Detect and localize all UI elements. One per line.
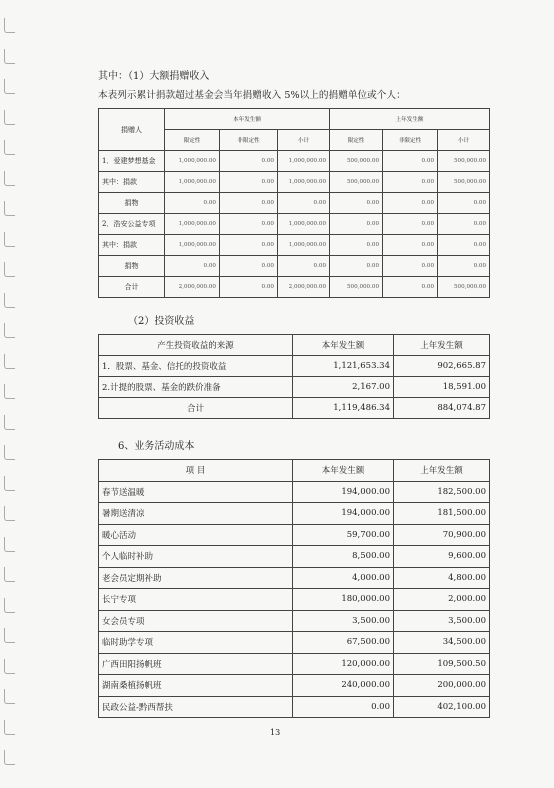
table-row bbox=[99, 481, 490, 503]
cost-item: 临时助学专项 bbox=[99, 632, 293, 654]
donation-value: 0.00 bbox=[383, 193, 438, 214]
table-row bbox=[99, 398, 490, 419]
current-year-header: 本年发生额 bbox=[165, 109, 330, 130]
cost-item: 女会员专项 bbox=[99, 610, 293, 632]
donation-value: 0.00 bbox=[220, 277, 278, 298]
cost-item: 广西田阳扬帆班 bbox=[99, 653, 293, 675]
donation-value: 2,000,000.00 bbox=[278, 277, 330, 298]
table-row bbox=[99, 610, 490, 632]
binder-hole bbox=[4, 445, 15, 460]
donor-label: 捐物 bbox=[99, 193, 165, 214]
binder-hole bbox=[4, 628, 15, 643]
binder-hole bbox=[4, 232, 15, 247]
investment-source: 2.计提的股票、基金的跌价准备 bbox=[99, 377, 293, 398]
cost-item: 老会员定期补助 bbox=[99, 567, 293, 589]
donation-value: 0.00 bbox=[383, 151, 438, 172]
donation-value: 0.00 bbox=[330, 193, 383, 214]
donation-value: 0.00 bbox=[220, 256, 278, 277]
table-row bbox=[99, 193, 490, 214]
cost-prior: 70,900.00 bbox=[394, 524, 490, 546]
donor-label: 其中：捐款 bbox=[99, 172, 165, 193]
investment-source: 合计 bbox=[99, 398, 293, 419]
donation-value: 0.00 bbox=[278, 256, 330, 277]
cost-item: 个人临时补助 bbox=[99, 546, 293, 568]
cost-item: 暑期送清凉 bbox=[99, 503, 293, 525]
binder-hole bbox=[4, 384, 15, 399]
donation-value: 0.00 bbox=[383, 214, 438, 235]
binder-hole bbox=[4, 689, 15, 704]
binder-hole bbox=[4, 79, 15, 94]
cost-current: 240,000.00 bbox=[293, 675, 394, 697]
binder-hole bbox=[4, 110, 15, 125]
table-row bbox=[99, 277, 490, 298]
donation-value: 500,000.00 bbox=[330, 277, 383, 298]
donation-value: 1,000,000.00 bbox=[165, 214, 220, 235]
table-row bbox=[99, 524, 490, 546]
binder-hole bbox=[4, 18, 15, 33]
donation-value: 0.00 bbox=[438, 256, 490, 277]
section2-heading: （2）投资收益 bbox=[128, 316, 195, 327]
cost-prior: 402,100.00 bbox=[394, 696, 490, 718]
binder-hole bbox=[4, 49, 15, 64]
donation-subheader: 非限定性 bbox=[383, 130, 438, 151]
donation-value: 0.00 bbox=[220, 151, 278, 172]
cost-item: 长宁专项 bbox=[99, 589, 293, 611]
binder-hole bbox=[4, 293, 15, 308]
cost-header-prior: 上年发生额 bbox=[394, 460, 490, 482]
donation-subheader: 小计 bbox=[438, 130, 490, 151]
binder-hole bbox=[4, 323, 15, 338]
binder-hole bbox=[4, 537, 15, 552]
donation-value: 0.00 bbox=[165, 193, 220, 214]
cost-current: 4,000.00 bbox=[293, 567, 394, 589]
cost-prior: 109,500.50 bbox=[394, 653, 490, 675]
donor-label: 2．浩安公益专项 bbox=[99, 214, 165, 235]
table-row bbox=[99, 356, 490, 377]
binder-hole bbox=[4, 720, 15, 735]
table-row bbox=[99, 632, 490, 654]
binder-hole bbox=[4, 354, 15, 369]
donor-label: 1．爱建梦想基金 bbox=[99, 151, 165, 172]
binder-hole bbox=[4, 171, 15, 186]
table-row bbox=[99, 675, 490, 697]
donation-value: 1,000,000.00 bbox=[165, 172, 220, 193]
cost-current: 180,000.00 bbox=[293, 589, 394, 611]
cost-current: 67,500.00 bbox=[293, 632, 394, 654]
investment-current: 2,167.00 bbox=[293, 377, 394, 398]
binder-hole bbox=[4, 750, 15, 765]
donation-value: 500,000.00 bbox=[438, 151, 490, 172]
investment-prior: 884,074.87 bbox=[394, 398, 490, 419]
donation-value: 0.00 bbox=[330, 256, 383, 277]
table-row bbox=[99, 589, 490, 611]
donation-value: 0.00 bbox=[165, 256, 220, 277]
donation-value: 500,000.00 bbox=[330, 151, 383, 172]
cost-prior: 34,500.00 bbox=[394, 632, 490, 654]
cost-current: 8,500.00 bbox=[293, 546, 394, 568]
cost-current: 0.00 bbox=[293, 696, 394, 718]
binder-hole bbox=[4, 598, 15, 613]
cost-prior: 200,000.00 bbox=[394, 675, 490, 697]
cost-prior: 182,500.00 bbox=[394, 481, 490, 503]
donation-value: 0.00 bbox=[383, 277, 438, 298]
investment-table bbox=[98, 334, 490, 419]
investment-header-source: 产生投资收益的来源 bbox=[99, 335, 293, 356]
investment-current: 1,121,653.34 bbox=[293, 356, 394, 377]
binder-hole bbox=[4, 201, 15, 216]
donation-value: 0.00 bbox=[220, 214, 278, 235]
table-row bbox=[99, 235, 490, 256]
donation-value: 1,000,000.00 bbox=[278, 172, 330, 193]
investment-source: 1．股票、基金、信托的投资收益 bbox=[99, 356, 293, 377]
donation-value: 1,000,000.00 bbox=[165, 235, 220, 256]
prior-year-header: 上年发生额 bbox=[330, 109, 490, 130]
donation-value: 500,000.00 bbox=[438, 277, 490, 298]
donation-value: 0.00 bbox=[438, 193, 490, 214]
cost-prior: 181,500.00 bbox=[394, 503, 490, 525]
cost-current: 59,700.00 bbox=[293, 524, 394, 546]
table-row bbox=[99, 546, 490, 568]
donation-value: 0.00 bbox=[383, 256, 438, 277]
table-row bbox=[99, 151, 490, 172]
donor-header: 捐赠人 bbox=[99, 109, 165, 151]
binder-hole bbox=[4, 659, 15, 674]
cost-table bbox=[98, 459, 490, 718]
table-row bbox=[99, 567, 490, 589]
binder-hole bbox=[4, 262, 15, 277]
donation-value: 0.00 bbox=[438, 235, 490, 256]
cost-prior: 4,800.00 bbox=[394, 567, 490, 589]
binder-hole bbox=[4, 506, 15, 521]
binder-holes bbox=[4, 18, 18, 778]
table-row bbox=[99, 653, 490, 675]
investment-prior: 902,665.87 bbox=[394, 356, 490, 377]
donation-subheader: 限定性 bbox=[165, 130, 220, 151]
table-row bbox=[99, 256, 490, 277]
donation-value: 0.00 bbox=[383, 172, 438, 193]
cost-prior: 3,500.00 bbox=[394, 610, 490, 632]
cost-prior: 9,600.00 bbox=[394, 546, 490, 568]
donor-label: 合计 bbox=[99, 277, 165, 298]
donation-value: 2,000,000.00 bbox=[165, 277, 220, 298]
table-row bbox=[99, 696, 490, 718]
donation-value: 500,000.00 bbox=[330, 172, 383, 193]
section1-heading: 其中：（1）大额捐赠收入 bbox=[98, 71, 210, 82]
cost-current: 194,000.00 bbox=[293, 503, 394, 525]
table-row bbox=[99, 377, 490, 398]
donation-value: 0.00 bbox=[220, 172, 278, 193]
donation-value: 0.00 bbox=[330, 235, 383, 256]
donation-subheader: 非限定性 bbox=[220, 130, 278, 151]
cost-header-item: 项 目 bbox=[99, 460, 293, 482]
donation-subheader: 限定性 bbox=[330, 130, 383, 151]
donation-value: 0.00 bbox=[330, 214, 383, 235]
donation-value: 0.00 bbox=[220, 235, 278, 256]
investment-prior: 18,591.00 bbox=[394, 377, 490, 398]
donation-subheader: 小计 bbox=[278, 130, 330, 151]
table-row bbox=[99, 503, 490, 525]
donation-value: 1,000,000.00 bbox=[278, 235, 330, 256]
donation-value: 0.00 bbox=[383, 235, 438, 256]
donation-value: 500,000.00 bbox=[438, 172, 490, 193]
binder-hole bbox=[4, 567, 15, 582]
section3-heading: 6、业务活动成本 bbox=[118, 441, 195, 452]
cost-item: 民政公益-黔西帮扶 bbox=[99, 696, 293, 718]
donation-value: 0.00 bbox=[438, 214, 490, 235]
cost-item: 春节送温暖 bbox=[99, 481, 293, 503]
donor-label: 其中：捐款 bbox=[99, 235, 165, 256]
investment-header-current: 本年发生额 bbox=[293, 335, 394, 356]
binder-hole bbox=[4, 140, 15, 155]
page-number: 13 bbox=[270, 728, 281, 737]
cost-current: 3,500.00 bbox=[293, 610, 394, 632]
section1-note: 本表列示累计捐款超过基金会当年捐赠收入 5%以上的捐赠单位或个人： bbox=[98, 90, 406, 101]
binder-hole bbox=[4, 476, 15, 491]
donation-value: 1,000,000.00 bbox=[278, 214, 330, 235]
binder-hole bbox=[4, 415, 15, 430]
cost-prior: 2,000.00 bbox=[394, 589, 490, 611]
donation-value: 1,000,000.00 bbox=[278, 151, 330, 172]
donation-value: 1,000,000.00 bbox=[165, 151, 220, 172]
table-row bbox=[99, 172, 490, 193]
cost-header-current: 本年发生额 bbox=[293, 460, 394, 482]
cost-current: 120,000.00 bbox=[293, 653, 394, 675]
donation-table bbox=[98, 108, 490, 298]
cost-item: 湖南桑植扬帆班 bbox=[99, 675, 293, 697]
donation-value: 0.00 bbox=[220, 193, 278, 214]
table-row bbox=[99, 214, 490, 235]
cost-current: 194,000.00 bbox=[293, 481, 394, 503]
donation-value: 0.00 bbox=[278, 193, 330, 214]
donor-label: 捐物 bbox=[99, 256, 165, 277]
cost-item: 暖心活动 bbox=[99, 524, 293, 546]
investment-header-prior: 上年发生额 bbox=[394, 335, 490, 356]
investment-current: 1,119,486.34 bbox=[293, 398, 394, 419]
